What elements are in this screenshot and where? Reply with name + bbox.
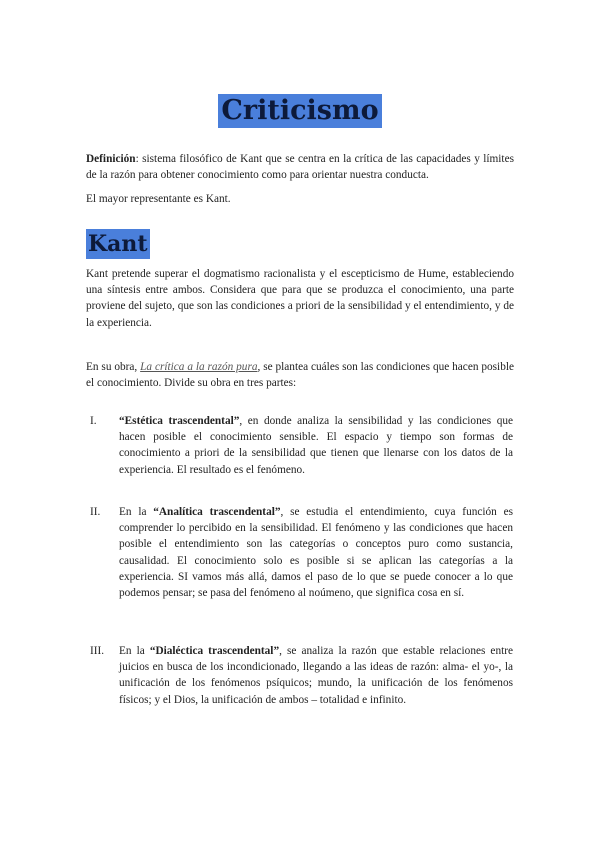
part-ii-text: [119, 504, 513, 601]
title-container: [0, 94, 600, 128]
part-iii-text: [119, 643, 513, 708]
part-name: “Estética trascendental”: [119, 415, 240, 427]
part-numeral: III.: [90, 645, 105, 657]
part-name: “Dialéctica trascendental”: [149, 645, 280, 657]
kant-intro-paragraph: Kant pretende superar el dogmatismo racionalista y el escepticismo de Hume, estableciendo una síntesis entre ambos. Considera que para que se produzca el conocimiento, una parte proviene del sujeto, que son las condiciones a priori de la sensibilidad y el entendimiento, y de la experiencia.: [86, 268, 514, 329]
representative-paragraph: El mayor representante es Kant.: [86, 193, 231, 205]
work-title: La crítica a la razón pura: [140, 361, 258, 373]
part-numeral: I.: [90, 415, 97, 427]
part-body: , se analiza la razón que estable relaciones entre juicios en busca de los incondicionado, llegando a las ideas de razón: alma- el yo-, la unificación de los fenómenos psíquicos; mundo, la unificación de los fenómenos físicos; y el Dios, la unificación de ambos – totalidad e infinito.: [119, 645, 514, 706]
part-prefix: En la: [119, 645, 150, 657]
definition-paragraph: [86, 151, 514, 183]
work-intro-before: En su obra,: [86, 361, 141, 373]
definition-label: Definición: [86, 153, 136, 165]
definition-text: : sistema filosófico de Kant que se centra en la crítica de las capacidades y límites de la razón para obtener conocimiento como para orientar nuestra conducta.: [86, 153, 514, 182]
part-body: , se estudia el entendimiento, cuya función es comprender lo percibido en la sensibilidad. El fenómeno y las condiciones que hacen posible el entendimiento son las categorías o conceptos puro como sustancia, causalidad. El conocimiento solo es posible si se aplican las categorías a la experiencia. SI vamos más allá, damos el paso de lo que se puede conocer a lo que podemos pensar; se pasa del fenómeno al noúmeno, que significa cosa en sí.: [119, 506, 513, 600]
part-name: “Analítica trascendental”: [153, 506, 281, 518]
part-body: , en donde analiza la sensibilidad y las condiciones que hacen posible el conocimiento sensible. El espacio y tiempo son formas de conocimiento a priori de la sensibilidad que tienen que llenarse con los datos de la experiencia. El resultado es el fenómeno.: [119, 415, 513, 476]
part-i-text: [119, 413, 513, 478]
part-prefix: En la: [119, 506, 154, 518]
kant-heading: Kant: [88, 231, 148, 257]
part-numeral: II.: [90, 506, 101, 518]
work-intro-after: , se plantea cuáles son las condiciones que hacen posible el conocimiento. Divide su obra en tres partes:: [86, 361, 514, 390]
work-intro-paragraph: [86, 359, 514, 391]
page-title: Criticismo: [218, 94, 381, 128]
